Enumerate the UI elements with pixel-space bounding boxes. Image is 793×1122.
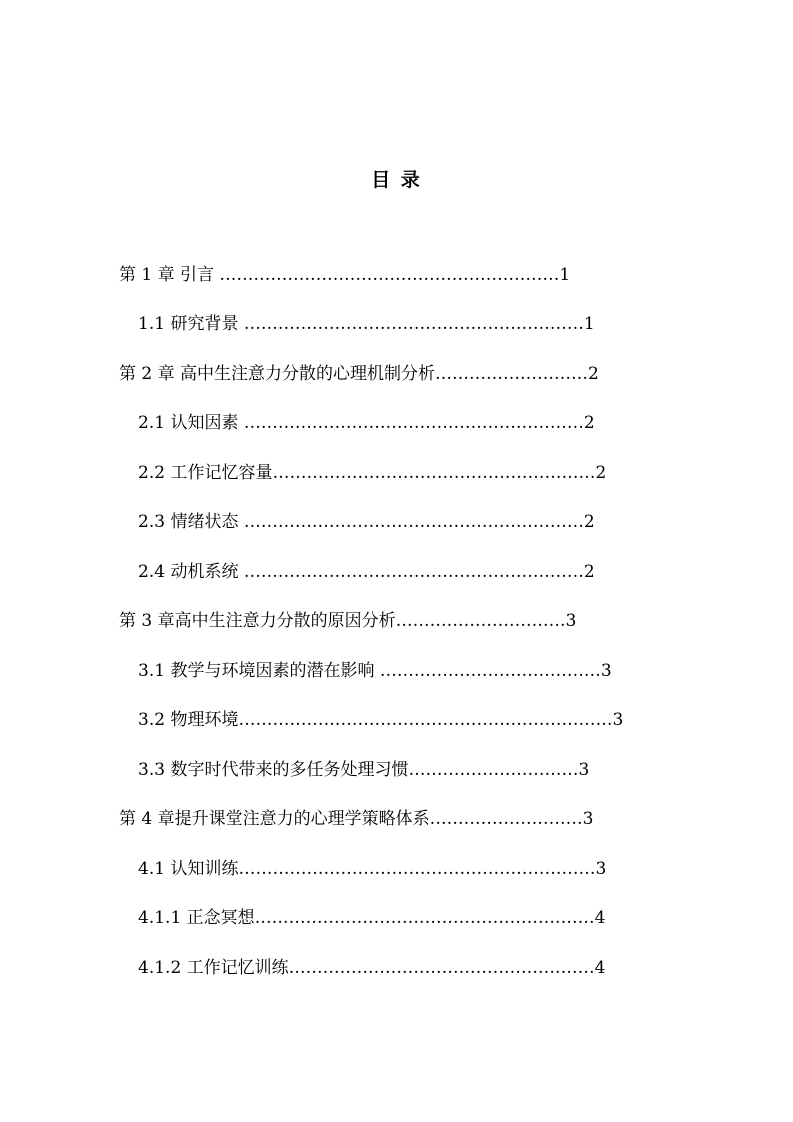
toc-entry-2-4[interactable]: 2.4 动机系统 ……………………………………………………2 xyxy=(138,562,595,582)
toc-entry-chapter-4[interactable]: 第 4 章提升课堂注意力的心理学策略体系………………………3 xyxy=(119,809,594,829)
toc-entry-2-1[interactable]: 2.1 认知因素 ……………………………………………………2 xyxy=(138,413,595,433)
toc-entry-chapter-2[interactable]: 第 2 章 高中生注意力分散的心理机制分析………………………2 xyxy=(119,364,599,384)
toc-entry-4-1-1[interactable]: 4.1.1 正念冥想……………………………………………………4 xyxy=(138,908,606,928)
toc-entry-2-3[interactable]: 2.3 情绪状态 ……………………………………………………2 xyxy=(138,512,595,532)
toc-entry-4-1-2[interactable]: 4.1.2 工作记忆训练………………………………………………4 xyxy=(138,958,606,978)
toc-entry-4-1[interactable]: 4.1 认知训练………………………………………………………3 xyxy=(138,859,607,879)
toc-title: 目 录 xyxy=(371,169,422,191)
toc-entry-2-2[interactable]: 2.2 工作记忆容量…………………………………………………2 xyxy=(138,463,607,483)
toc-entry-3-1[interactable]: 3.1 教学与环境因素的潜在影响 …………………………………3 xyxy=(138,661,612,681)
toc-entry-3-3[interactable]: 3.3 数字时代带来的多任务处理习惯…………………………3 xyxy=(138,760,590,780)
toc-entry-chapter-1[interactable]: 第 1 章 引言 ……………………………………………………1 xyxy=(119,265,571,285)
toc-entry-chapter-3[interactable]: 第 3 章高中生注意力分散的原因分析…………………………3 xyxy=(119,611,577,631)
toc-entry-1-1[interactable]: 1.1 研究背景 ……………………………………………………1 xyxy=(138,314,595,334)
toc-entry-3-2[interactable]: 3.2 物理环境…………………………………………………………3 xyxy=(138,710,624,730)
